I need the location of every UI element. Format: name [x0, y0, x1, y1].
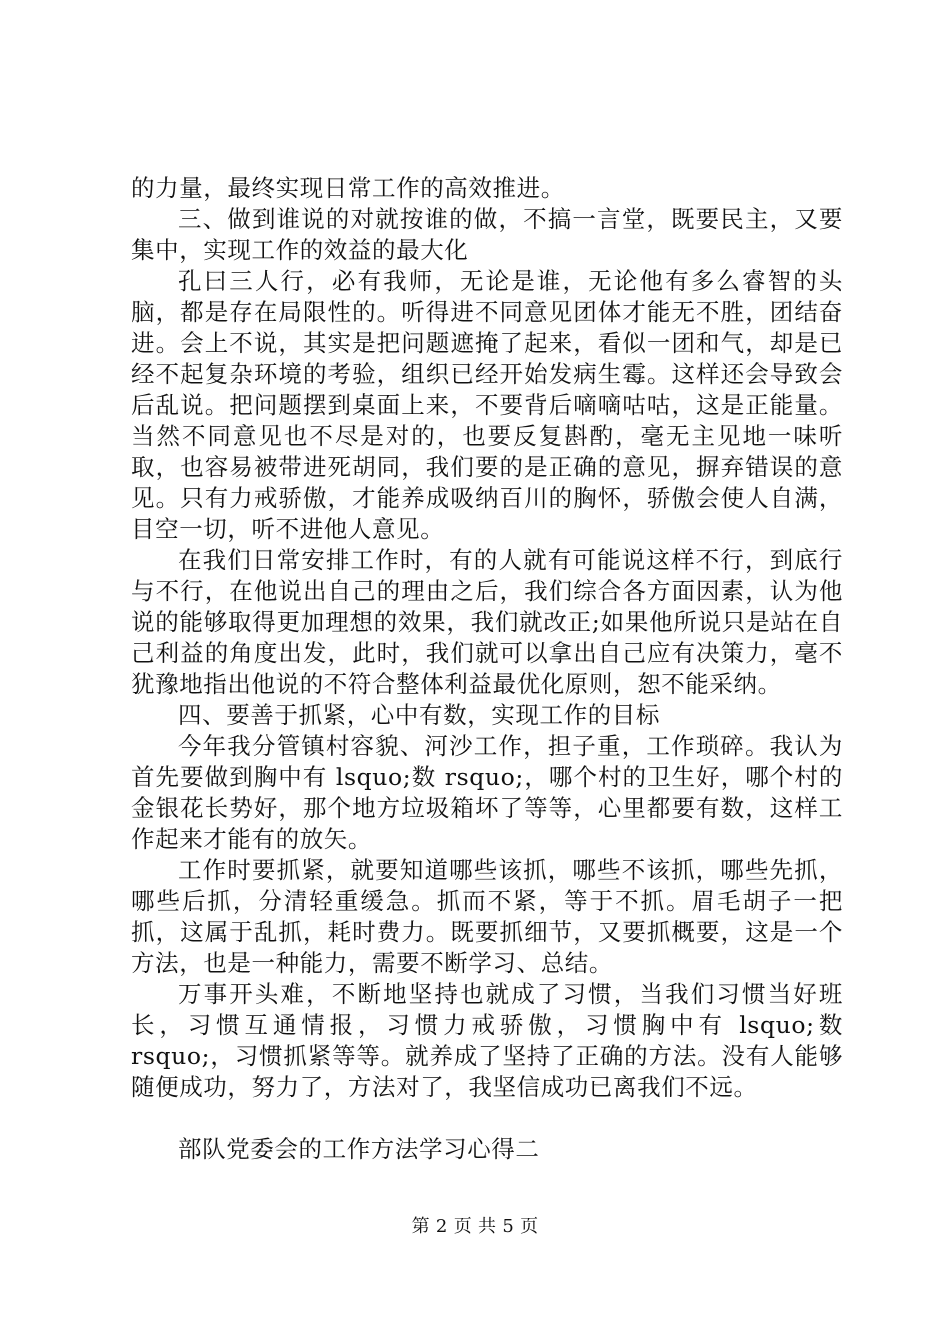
body-text	[131, 173, 843, 1165]
paragraph: 万事开头难，不断地坚持也就成了习惯，当我们习惯当好班长，习惯互通情报，习惯力戒骄傲，习惯胸中有 lsquo;数 rsquo;，习惯抓紧等等。就养成了坚持了正确的方法。没有人能够随便成功，努力了，方法对了，我坚信成功已离我们不远。	[131, 980, 843, 1101]
paragraph: 孔曰三人行，必有我师，无论是谁，无论他有多么睿智的头脑，都是存在局限性的。听得进不同意见团体才能无不胜，团结奋进。会上不说，其实是把问题遮掩了起来，看似一团和气，却是已经不起复杂环境的考验，组织已经开始发病生霉。这样还会导致会后乱说。把问题摆到桌面上来，不要背后嘀嘀咕咕，这是正能量。当然不同意见也不尽是对的，也要反复斟酌，毫无主见地一味听取，也容易被带进死胡同，我们要的是正确的意见，摒弃错误的意见。只有力戒骄傲，才能养成吸纳百川的胸怀，骄傲会使人自满，目空一切，听不进他人意见。	[131, 267, 843, 543]
section-heading: 三、做到谁说的对就按谁的做，不搞一言堂，既要民主，又要集中，实现工作的效益的最大化	[131, 205, 843, 264]
paragraph-spacer	[131, 1103, 843, 1134]
paragraph: 的力量，最终实现日常工作的高效推进。	[131, 174, 565, 202]
next-section-title: 部队党委会的工作方法学习心得二	[178, 1135, 540, 1163]
paragraph: 工作时要抓紧，就要知道哪些该抓，哪些不该抓，哪些先抓，哪些后抓，分清轻重缓急。抓而不紧，等于不抓。眉毛胡子一把抓，这属于乱抓，耗时费力。既要抓细节，又要抓概要，这是一个方法，也是一种能力，需要不断学习、总结。	[131, 856, 843, 977]
page-footer: 第 2 页 共 5 页	[411, 1216, 539, 1237]
section-heading: 四、要善于抓紧，心中有数，实现工作的目标	[178, 701, 660, 729]
paragraph: 在我们日常安排工作时，有的人就有可能说这样不行，到底行与不行，在他说出自己的理由之后，我们综合各方面因素，认为他说的能够取得更加理想的效果，我们就改正;如果他所说只是站在自己利益的角度出发，此时，我们就可以拿出自己应有决策力，毫不犹豫地指出他说的不符合整体利益最优化原则，恕不能采纳。	[131, 546, 843, 698]
paragraph: 今年我分管镇村容貌、河沙工作，担子重，工作琐碎。我认为首先要做到胸中有 lsquo;数 rsquo;，哪个村的卫生好，哪个村的金银花长势好，那个地方垃圾箱坏了等等，心里都要有数，这样工作起来才能有的放矢。	[131, 732, 843, 853]
